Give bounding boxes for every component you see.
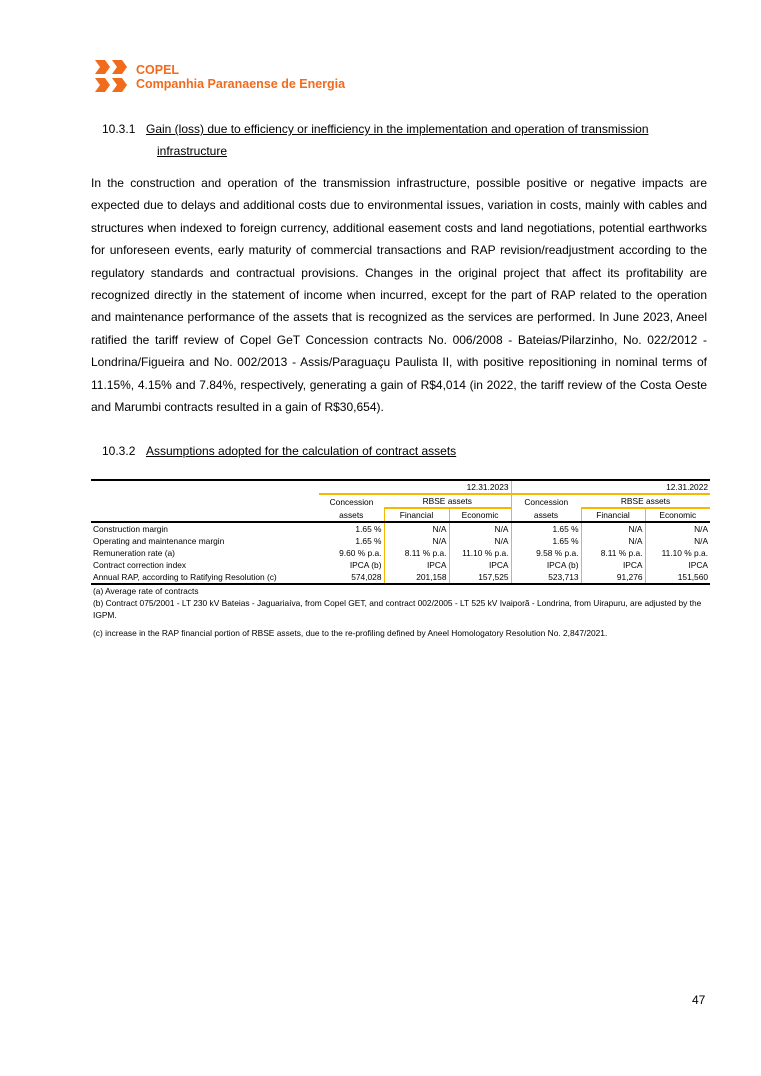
table-cell: 1.65 % [511, 535, 581, 547]
table-cell: IPCA [384, 559, 449, 571]
period-header-row [91, 480, 710, 494]
logo-line-2: Companhia Paranaense de Energia [136, 77, 346, 91]
footnote-b: (b) Contract 075/2001 - LT 230 kV Bateias - Jaguariaíva, from Copel GET, and contract 002/2005 - LT 525 kV Ivaiporã - Londrina, from Uirapuru, are adjusted by the IGPM. [93, 598, 702, 620]
table-cell: N/A [581, 522, 645, 535]
table-row [91, 559, 710, 571]
section-number: 10.3.2 [102, 444, 136, 458]
contract-assets-table [91, 479, 710, 585]
table-cell: N/A [384, 522, 449, 535]
financial-header-2023: Financial [384, 508, 449, 522]
table-cell: IPCA [581, 559, 645, 571]
table-row [91, 571, 710, 584]
company-logo [93, 59, 345, 95]
sub-header-row [91, 508, 710, 522]
section-number: 10.3.1 [102, 122, 136, 136]
table-cell: N/A [384, 535, 449, 547]
table-cell: 8.11 % p.a. [384, 547, 449, 559]
row-label: Remuneration rate (a) [93, 548, 175, 558]
table-cell: 11.10 % p.a. [449, 547, 511, 559]
row-label: Operating and maintenance margin [93, 536, 225, 546]
rbse-header-2022: RBSE assets [581, 494, 710, 508]
footnote-a: (a) Average rate of contracts [93, 586, 199, 596]
section-title: Gain (loss) due to efficiency or inefficiency in the implementation and operation of transmission [146, 122, 649, 136]
table-cell: IPCA [645, 559, 710, 571]
table-cell: N/A [581, 535, 645, 547]
section-title: Assumptions adopted for the calculation of contract assets [146, 444, 457, 458]
page-number: 47 [692, 993, 706, 1007]
table-cell: N/A [645, 535, 710, 547]
table-cell: 574,028 [319, 571, 384, 584]
row-label: Construction margin [93, 524, 168, 534]
table-cell: IPCA (b) [349, 560, 382, 570]
group-header-row [91, 494, 710, 508]
row-label: Contract correction index [93, 560, 187, 570]
footnote-c: (c) increase in the RAP financial portion of RBSE assets, due to the re-profiling defined by Aneel Homologatory Resolution No. 2,847/2021. [93, 628, 608, 638]
concession-header-2022: Concession [511, 494, 581, 508]
row-label: Annual RAP, according to Ratifying Resolution (c) [91, 571, 319, 584]
table-cell: 9.58 % p.a. [511, 547, 581, 559]
table-cell: 1.65 % [511, 522, 581, 535]
table-cell: 201,158 [384, 571, 449, 584]
table-row [91, 535, 710, 547]
section-heading-10-3-1 [102, 122, 649, 136]
body-paragraph: In the construction and operation of the transmission infrastructure, possible positive or negative impacts are expected due to delays and additional costs due to environmental issues, variation in costs, mainly with cables and structures when indexed to foreign currency, additional easement costs and land negotiations, potential earthworks for unforeseen events, early maturity of commercial transactions and RAP revision/readjustment according to the regulatory standards and contractual provisions. Changes in the original project that affect its profitability are recognized directly in the statement of income when incurred, except for the part of RAP related to the operation and maintenance performance of the assets that is recognized as the services are performed. In June 2023, Aneel ratified the tariff review of Copel GeT Concession contracts No. 006/2008 - Bateias/Pilarzinho, No. 022/2012 - Londrina/Figueira and No. 002/2013 - Assis/Paraguaçu Paulista II, with positive repositioning in nominal terms of 11.15%, 4.15% and 7.84%, respectively, generating a gain of R$4,014 (in 2022, the tariff review of the Costa Oeste and Marumbi contracts resulted in a gain of R$30,654). [91, 176, 707, 415]
concession-assets-2023: assets [319, 508, 384, 522]
table-cell: 1.65 % [355, 536, 382, 546]
table-cell: 9.60 % p.a. [339, 548, 382, 558]
table-cell: 1.65 % [355, 524, 382, 534]
economic-header-2023: Economic [449, 508, 511, 522]
table-cell: IPCA [449, 559, 511, 571]
rbse-header-2023: RBSE assets [384, 494, 511, 508]
financial-header-2022: Financial [581, 508, 645, 522]
table-cell: 11.10 % p.a. [645, 547, 710, 559]
table-cell: 8.11 % p.a. [581, 547, 645, 559]
copel-logo-icon [93, 59, 129, 95]
table-cell: IPCA (b) [511, 559, 581, 571]
table-cell: 91,276 [581, 571, 645, 584]
logo-line-1: COPEL [136, 63, 180, 77]
section-title-continued: infrastructure [157, 144, 228, 158]
period-2022: 12.31.2022 [511, 480, 710, 494]
table-cell: 523,713 [511, 571, 581, 584]
table-cell: 157,525 [449, 571, 511, 584]
table-cell: 151,560 [645, 571, 710, 584]
table-row [91, 522, 710, 535]
table-cell: N/A [449, 522, 511, 535]
section-heading-10-3-2 [102, 444, 456, 458]
concession-header-2023: Concession [329, 496, 374, 507]
concession-assets-2022: assets [511, 508, 581, 522]
period-2023: 12.31.2023 [319, 480, 511, 494]
table-cell: N/A [645, 522, 710, 535]
economic-header-2022: Economic [645, 508, 710, 522]
table-row [91, 547, 710, 559]
table-cell: N/A [449, 535, 511, 547]
